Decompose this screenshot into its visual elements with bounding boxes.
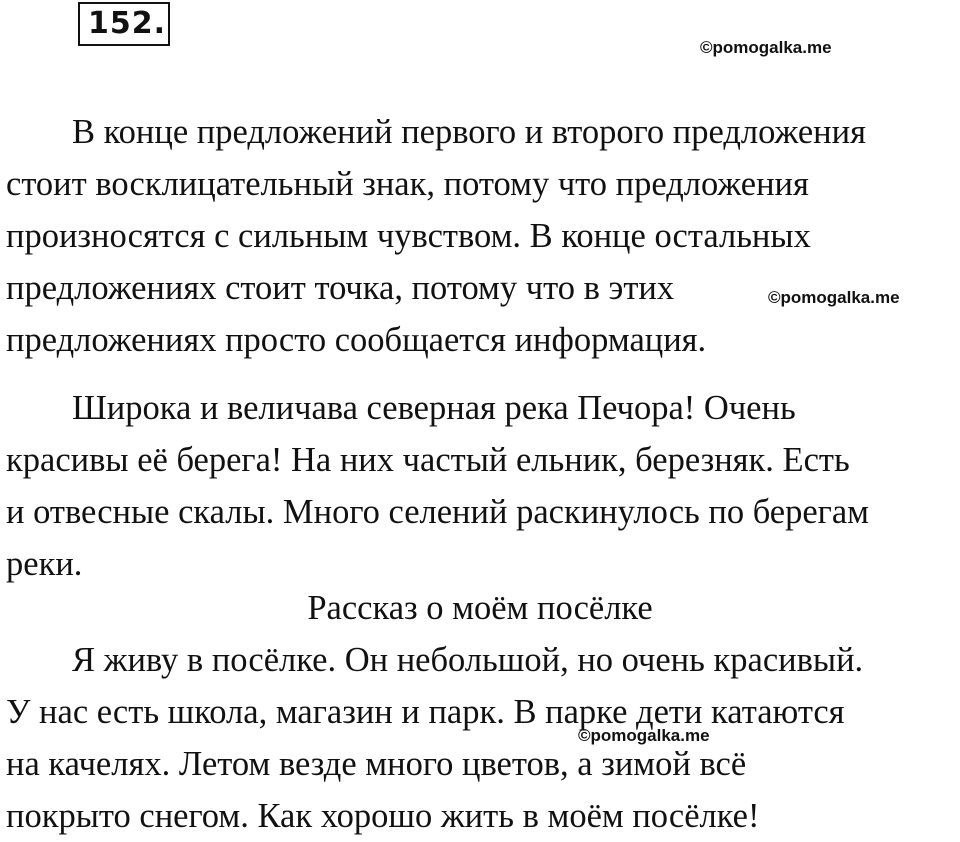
text-line: и отвесные скалы. Много селений раскинулось по берегам xyxy=(6,493,869,531)
text-line: на качелях. Летом везде много цветов, а зимой всё xyxy=(6,745,747,783)
text-line: реки. xyxy=(6,545,83,583)
text-line: Широка и величава северная река Печора! Очень xyxy=(72,389,796,427)
text-line: стоит восклицательный знак, потому что предложения xyxy=(6,165,809,203)
text-line: У нас есть школа, магазин и парк. В парке дети катаются xyxy=(6,693,845,731)
text-line: красивы её берега! На них частый ельник, березняк. Есть xyxy=(6,441,850,479)
task-number-box: 152. xyxy=(78,2,170,46)
story-paragraph xyxy=(6,634,956,842)
watermark-middle: ©pomogalka.me xyxy=(768,288,900,307)
text-line: предложениях стоит точка, потому что в этих xyxy=(6,269,675,307)
text-line: Я живу в посёлке. Он небольшой, но очень красивый. xyxy=(72,641,864,679)
watermark-top: ©pomogalka.me xyxy=(700,38,832,57)
text-line: покрыто снегом. Как хорошо жить в моём посёлке! xyxy=(6,797,760,835)
text-line: В конце предложений первого и второго предложения xyxy=(72,113,866,151)
text-line: предложениях просто сообщается информация. xyxy=(6,321,707,359)
answer-paragraph xyxy=(6,106,956,366)
story-title: Рассказ о моём посёлке xyxy=(307,589,653,627)
watermark-bottom: ©pomogalka.me xyxy=(578,726,710,745)
pechora-paragraph xyxy=(6,382,956,590)
text-line: произносятся с сильным чувством. В конце остальных xyxy=(6,217,811,255)
